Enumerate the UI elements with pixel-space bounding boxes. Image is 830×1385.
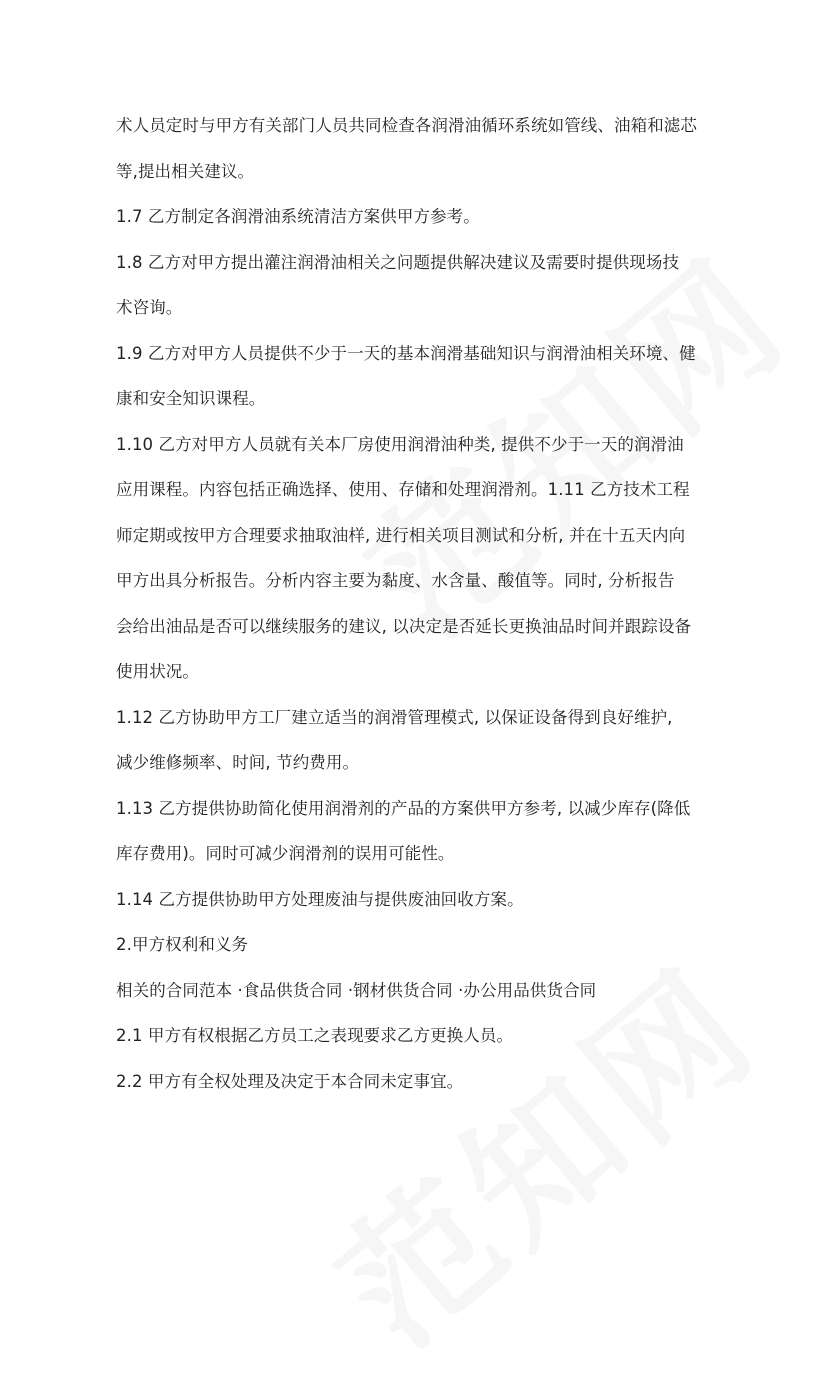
text-line: 术咨询。 <box>116 298 183 317</box>
text-line: 应用课程。内容包括正确选择、使用、存储和处理润滑剂。1.11 乙方技术工程 <box>116 480 690 499</box>
clause-1-12: 1.12 乙方协助甲方工厂建立适当的润滑管理模式, 以保证设备得到良好维护, <box>116 707 673 727</box>
clause-1-7: 1.7 乙方制定各润滑油系统清洁方案供甲方参考。 <box>116 207 480 226</box>
document-body <box>116 103 716 1104</box>
clause-1-10: 1.10 乙方对甲方人员就有关本厂房使用润滑油种类, 提供不少于一天的润滑油 <box>116 434 684 454</box>
clause-1-8: 1.8 乙方对甲方提出灌注润滑油相关之问题提供解决建议及需要时提供现场技 <box>116 252 680 272</box>
text-line: 术人员定时与甲方有关部门人员共同检查各润滑油循环系统如管线、油箱和滤芯 <box>116 116 697 135</box>
text-line: 使用状况。 <box>116 662 199 681</box>
text-line: 康和安全知识课程。 <box>116 389 266 408</box>
clause-1-13: 1.13 乙方提供协助简化使用润滑剂的产品的方案供甲方参考, 以减少库存(降低 <box>116 798 691 818</box>
text-line: 等,提出相关建议。 <box>116 161 255 181</box>
text-line: 会给出油品是否可以继续服务的建议, 以决定是否延长更换油品时间并跟踪设备 <box>116 616 692 636</box>
clause-1-9: 1.9 乙方对甲方人员提供不少于一天的基本润滑基础知识与润滑油相关环境、健 <box>116 343 696 363</box>
text-line: 库存费用)。同时可减少润滑剂的误用可能性。 <box>116 844 455 863</box>
clause-2-1: 2.1 甲方有权根据乙方员工之表现要求乙方更换人员。 <box>116 1026 514 1045</box>
section-heading: 2.甲方权利和义务 <box>116 935 249 954</box>
text-line: 甲方出具分析报告。分析内容主要为黏度、水含量、酸值等。同时, 分析报告 <box>116 571 675 590</box>
text-line: 减少维修频率、时间, 节约费用。 <box>116 753 360 772</box>
text-line: 师定期或按甲方合理要求抽取油样, 进行相关项目测试和分析, 并在十五天内向 <box>116 525 686 545</box>
clause-2-2: 2.2 甲方有全权处理及决定于本合同未定事宜。 <box>116 1071 464 1091</box>
related-contracts-line: 相关的合同范本 ·食品供货合同 ·钢材供货合同 ·办公用品供货合同 <box>116 980 597 1000</box>
clause-1-14: 1.14 乙方提供协助甲方处理废油与提供废油回收方案。 <box>116 889 524 909</box>
